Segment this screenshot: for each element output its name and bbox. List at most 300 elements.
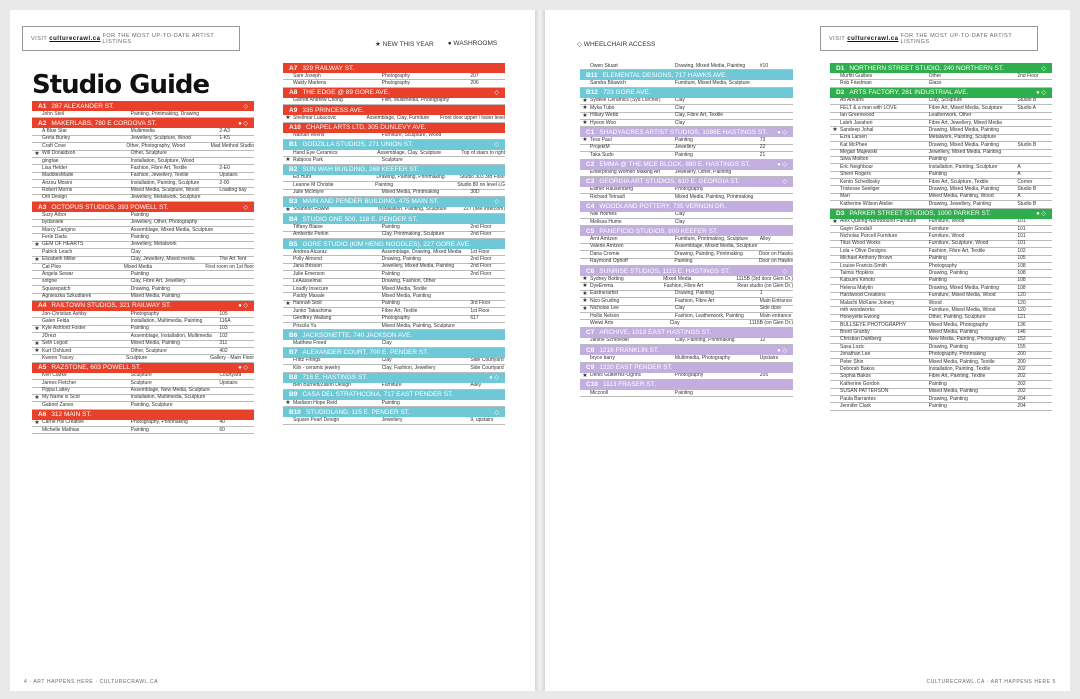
artist-medium: Jewellery, Metalwork [130, 241, 177, 248]
artist-name: Rob Friedman [840, 79, 872, 86]
artist-medium: Photography [381, 315, 411, 322]
artist-location: Studio B [1017, 200, 1037, 207]
studio-code: A5 [38, 364, 47, 372]
left-page [10, 10, 535, 691]
artist-name: Kyle Ashford Foster [42, 325, 86, 332]
new-marker: ★ [34, 325, 40, 332]
artist-location: Alley [470, 382, 482, 389]
new-marker: ★ [582, 137, 588, 144]
studio-address: EMMA @ THE MCE BLOCK, 880 E. HASTINGS ST. [599, 161, 751, 169]
artist-location: Courtyard [219, 372, 242, 379]
studio-code: C9 [586, 364, 595, 372]
artist-location: A [1017, 193, 1021, 200]
artist-medium: Installation, Multimedia, Sculpture [130, 394, 206, 401]
artist-row [283, 190, 505, 197]
artist-location: Side door [759, 305, 782, 312]
legend-washrooms: ● WASHROOMS [447, 40, 498, 47]
artist-medium: Fashion, Fibre Art, Textile [130, 164, 187, 171]
artist-location: Studio 80 on level LG [457, 181, 505, 188]
artist-medium: Painting [674, 258, 693, 265]
artist-name: Megan Majewski [840, 149, 878, 156]
studio-address: MAIN AND PENDER BUILDING, 475 MAIN ST. [302, 198, 439, 206]
artist-medium: Sculpture [381, 156, 403, 163]
artist-medium: Wood [928, 299, 942, 306]
artist-name: Orit Design [42, 194, 68, 201]
artist-medium: Installation, Multimedia, Painting [130, 317, 203, 324]
artist-name: Ed Hunt [293, 174, 312, 181]
artist-medium: Assemblage, New Media, Sculpture [130, 387, 210, 394]
artist-name: Dana Cromie [590, 250, 620, 257]
new-marker: ★ [285, 399, 291, 406]
artist-medium: Assemblage, Drawing, Mixed Media [381, 248, 462, 255]
artist-name: Christian Dahlberg [840, 336, 882, 343]
artist-row [580, 306, 793, 313]
artist-medium: Clay [674, 104, 685, 111]
column-3 [580, 63, 793, 397]
artist-location: Side Courtyard [470, 364, 504, 371]
artist-name: Craft Cove [42, 142, 66, 149]
studio-section [283, 123, 505, 140]
artist-medium: Clay, Fibre Art, Textile [674, 112, 724, 119]
artist-medium: Mixed Media, Painting [381, 292, 431, 299]
artist-location: 21 [759, 151, 766, 158]
artist-location: 2nd Floor [470, 270, 492, 277]
artist-medium: Furniture, Mixed Media, Wood [928, 306, 996, 313]
studio-header [283, 63, 505, 73]
artist-name: Owen Stuart [590, 62, 618, 69]
new-marker: ★ [285, 300, 291, 307]
studio-address: PARKER STREET STUDIOS, 1000 PARKER ST. [849, 210, 991, 218]
artist-name: Tristesse Seeliger [840, 186, 880, 193]
studio-section [580, 328, 793, 345]
artist-location: 116A [219, 317, 231, 324]
artist-location: 1115B (3rd door Glen Dr.) [736, 275, 794, 282]
artist-location: Studio B [1017, 186, 1037, 193]
artist-medium: Clay, Fashion, Jewellery [381, 364, 436, 371]
artist-medium: Painting [928, 255, 947, 262]
studio-code: B10 [289, 408, 301, 416]
artist-row [580, 113, 793, 120]
studio-section [580, 202, 793, 227]
artist-name: Richard Tetrault [590, 193, 625, 200]
artist-medium: Painting [130, 426, 149, 433]
artist-row [580, 170, 793, 177]
artist-location: Upstairs [219, 379, 238, 386]
artist-name: bydaniele [42, 219, 64, 226]
page-title: Studio Guide [32, 70, 210, 100]
artist-name: Melissa Hume [590, 218, 622, 225]
artist-name: Titus Wood Works [840, 240, 881, 247]
studio-code: B2 [289, 166, 298, 174]
studio-address: STUDIOLAND, 115 E. PENDER ST. [305, 408, 410, 416]
artist-location: 120 [1017, 299, 1026, 306]
new-marker: ★ [34, 256, 40, 263]
artist-row [32, 294, 254, 301]
visit-site-link[interactable]: culturecrawl.ca [49, 35, 101, 42]
artist-medium: Drawing, Jewellery, Painting [928, 200, 992, 207]
artist-row [32, 195, 254, 202]
artist-name: Miccooll [590, 389, 609, 396]
studio-section [283, 214, 505, 239]
artist-name: mth woodworks [840, 306, 875, 313]
studio-section [283, 407, 505, 424]
artist-name: Anzou Mosini [42, 179, 73, 186]
studio-section [32, 301, 254, 363]
artist-location: 60 [219, 426, 225, 433]
artist-name: Sydney Botting [590, 275, 624, 282]
column-2 [283, 63, 505, 425]
studio-code: B6 [289, 331, 298, 339]
artist-name: Denis Gutierrez-Ogrinc [590, 372, 642, 379]
artist-row [283, 207, 505, 214]
artist-medium: Furniture, Printmaking, Sculpture [674, 236, 748, 243]
visit-prefix: VISIT [829, 35, 846, 42]
artist-location: Studio B [1017, 97, 1037, 104]
artist-medium: Drawing, Mixed Media, Painting [928, 186, 999, 193]
studio-header [580, 363, 793, 373]
artist-name: Shannon Rowlw [293, 206, 330, 213]
artist-name: Ferle Dada [42, 234, 67, 241]
artist-location: 136 [1017, 321, 1026, 328]
artist-name: Agnieszka Szkudlarek [42, 293, 92, 300]
artist-name: Patrick Leach [42, 248, 73, 255]
artist-name: Frittz Firings [293, 357, 321, 364]
studio-code: A3 [38, 203, 47, 211]
studio-address: MAKERLABS, 780 E CORDOVA ST. [51, 119, 157, 127]
artist-name: Square Pearl Design [293, 416, 340, 423]
artist-location: 202 [1017, 373, 1026, 380]
artist-location: 30D [470, 189, 480, 196]
new-marker: ★ [832, 127, 838, 134]
amenity-icons: ◇ [494, 199, 499, 206]
studio-code: B8 [289, 374, 298, 382]
artist-name: sotgne [42, 278, 58, 285]
artist-row [283, 383, 505, 390]
artist-medium: Drawing, Painting [381, 256, 421, 263]
artist-name: Paula Barrantes [840, 395, 876, 402]
artist-medium: Other, Painting, Sculpture [928, 314, 986, 321]
artist-name: Madison Hope Reid [293, 399, 337, 406]
studio-header [580, 266, 793, 276]
artist-row [580, 355, 793, 362]
artist-name: Murfitt Guilbes [840, 72, 873, 79]
studio-header [283, 197, 505, 207]
new-marker: ★ [34, 340, 40, 347]
studio-address: 716 E. HASTINGS ST. [302, 374, 368, 382]
new-marker: ★ [34, 419, 40, 426]
artist-name: Marcy Carigino [42, 226, 76, 233]
artist-medium: Other [928, 72, 942, 79]
amenity-icons: ◇ [1041, 65, 1046, 72]
artist-location: 1st Floor [470, 248, 490, 255]
artist-medium: Clay [130, 248, 141, 255]
artist-location: 2nd Floor [470, 263, 492, 270]
artist-name: JDrezi [42, 332, 57, 339]
studio-header [580, 345, 793, 355]
new-marker: ★ [582, 97, 588, 104]
artist-location: 3rd Floor [470, 300, 491, 307]
artist-location: 108 [1017, 277, 1026, 284]
artist-medium: Assemblage, Mixed Media, Sculpture [130, 226, 214, 233]
new-marker: ★ [582, 305, 588, 312]
studio-section [580, 177, 793, 202]
studio-code: B7 [289, 349, 298, 357]
artist-medium: Jewellery [381, 416, 403, 423]
artist-location: 207 [470, 72, 479, 79]
artist-medium: Mixed Media, Painting, Wood [928, 193, 994, 200]
artist-medium: Mixed Media [123, 263, 153, 270]
artist-name: Niki Holmes [590, 211, 617, 218]
studio-section [32, 363, 254, 410]
studio-code: A1 [38, 102, 47, 110]
artist-row [283, 400, 505, 407]
artist-name: Laleh Javaheri [840, 119, 873, 126]
visit-site-link[interactable]: culturecrawl.ca [847, 35, 899, 42]
studio-address: GEORGIA ART STUDIOS, 610 E. GEORGIA ST. [599, 178, 740, 186]
new-marker: ★ [34, 241, 40, 248]
studio-code: C3 [586, 178, 595, 186]
artist-medium: Clay [674, 218, 685, 225]
studio-section [283, 140, 505, 165]
artist-name: BULLSEYE PHOTOGRAPHY [840, 321, 907, 328]
artist-name: Kat McPhee [840, 141, 868, 148]
artist-name: Carrie Hill Creative [42, 419, 84, 426]
artist-medium: Photography [381, 72, 411, 79]
artist-row [283, 80, 505, 87]
artist-medium: Mixed Media, Printmaking [381, 189, 440, 196]
legend-left [375, 40, 497, 48]
artist-name: Ati Ahkami [840, 97, 864, 104]
artist-row [283, 323, 505, 330]
artist-medium: Fibre Art, Painting, Textile [928, 373, 986, 380]
artist-medium: Installation, Sculpture, Wood [130, 157, 195, 164]
artist-location: The Art Tent [219, 256, 247, 263]
artist-name: LeAasselmal [293, 278, 322, 285]
artist-row [580, 63, 793, 70]
artist-medium: Drawing, Mixed Media, Painting [928, 126, 999, 133]
artist-name: SUSAN PATTERSON [840, 388, 889, 395]
artist-medium: Drawing, Painting [928, 269, 968, 276]
artist-row [283, 157, 505, 164]
artist-name: Ken Clarke [42, 372, 67, 379]
artist-medium: Jewellery, Metalwork, Sculpture [130, 194, 201, 201]
amenity-icons: ● ◇ [777, 129, 787, 136]
artist-location: Studio 303 3rd Floor [459, 174, 505, 181]
artist-row [830, 172, 1052, 179]
artist-name: Tess Paul [590, 136, 612, 143]
artist-location: 1115B (on Glen Dr.) [749, 319, 794, 326]
artist-location: 227 (see intercom) [463, 206, 505, 213]
artist-row [283, 279, 505, 286]
artist-medium: Jewellery, Sculpture, Wood [130, 135, 191, 142]
studio-address: ELEMENTAL DESIGNS, 717 HAWKS AVE. [602, 71, 728, 79]
artist-medium: Mixed Media, Painting, Printmaking [674, 193, 754, 200]
artist-location: 105 [219, 310, 228, 317]
new-marker: ★ [582, 105, 588, 112]
studio-section [580, 127, 793, 159]
artist-medium: Drawing, Painting, Printmaking [674, 250, 743, 257]
artist-medium: Installation, Painting, Textile [928, 366, 991, 373]
artist-name: Hardwood Creations [840, 292, 886, 299]
artist-name: Hannah Stoll [293, 300, 322, 307]
studio-code: B3 [289, 198, 298, 206]
artist-name: Polly Almond [293, 256, 322, 263]
artist-location: 101 [1017, 225, 1026, 232]
artist-medium: Fibre Art, Sculpture, Textile [928, 178, 989, 185]
artist-name: John Steil [42, 110, 64, 117]
studio-address: 335 PRINCESS AVE. [302, 106, 364, 114]
studio-address: CHAPEL ARTS LTD, 305 DUNLEVY AVE. [305, 124, 427, 132]
artist-medium: Multimedia [130, 127, 155, 134]
studio-code: D1 [836, 64, 845, 72]
artist-location: Upstairs [759, 354, 779, 361]
artist-location: Loading bay [219, 187, 247, 194]
artist-name: Angela Sewar [42, 270, 74, 277]
artist-name: Ian Greenwood [840, 112, 875, 119]
studio-header [283, 407, 505, 417]
artist-name: Nicholas Purcell Furniture [840, 232, 898, 239]
artist-row [580, 80, 793, 87]
artist-medium: Clay, Fibre Art, Jewellery [130, 278, 186, 285]
amenity-icons: ● ◇ [489, 375, 499, 382]
studio-address: SHADYACRES ARTIST STUDIOS, 1086E HASTINGS ST. [599, 128, 768, 136]
artist-name: Seth Legod [42, 340, 68, 347]
artist-medium: Mixed Media, Painting, Textile [928, 358, 995, 365]
studio-section [830, 88, 1052, 209]
artist-name: James Fletcher [42, 379, 77, 386]
new-marker: ★ [832, 218, 838, 225]
studio-code: C8 [586, 346, 595, 354]
artist-name: Myka Tubo [590, 104, 615, 111]
artist-medium: Other, Photography, Wood [126, 142, 186, 149]
new-marker: ★ [582, 290, 588, 297]
new-marker: ★ [582, 283, 588, 290]
artist-name: Esther Rausenberg [590, 186, 634, 193]
artist-row [580, 373, 793, 380]
artist-row [830, 256, 1052, 263]
studio-section [580, 63, 793, 70]
artist-medium: Painting [928, 402, 947, 409]
artist-name: Enterprising Women Making Art [590, 169, 661, 176]
studio-section [32, 118, 254, 202]
artist-name: Leanne M Christie [293, 181, 334, 188]
artist-medium: Drawing, Mixed Media, Painting [674, 62, 746, 69]
new-marker: ★ [34, 150, 40, 157]
legend-wheelchair: ◇ WHEELCHAIR ACCESS [577, 41, 656, 48]
artist-name: Sherri Rogers [840, 171, 871, 178]
studio-address: 329 RAILWAY ST. [302, 64, 355, 72]
artist-name: gingtae [42, 157, 59, 164]
new-marker: ★ [34, 347, 40, 354]
studio-code: A10 [289, 124, 301, 132]
artist-name: Squarepatch [42, 285, 71, 292]
artist-location: 1-K5 [219, 135, 230, 142]
studio-header [580, 202, 793, 212]
artist-row [32, 373, 254, 380]
artist-row [580, 390, 793, 397]
artist-row [32, 427, 254, 434]
artist-location: 2-00 [219, 179, 230, 186]
amenity-icons: ● ◇ [1036, 211, 1046, 218]
artist-medium: Mixed Media, Painting [928, 388, 978, 395]
amenity-icons: ◇ [494, 142, 499, 149]
studio-address: GORE STUDIO (KIM HENG NOODLES), 227 GORE AVE. [302, 240, 471, 248]
artist-name: A Blue Star [42, 127, 68, 134]
artist-location: 152 [1017, 336, 1026, 343]
studio-section [283, 105, 505, 122]
studio-address: RAILTOWN STUDIOS, 321 RAILWAY ST. [51, 302, 172, 310]
artist-medium: Photography, Printmaking [130, 419, 188, 426]
new-marker: ★ [285, 157, 291, 164]
artist-medium: Painting [375, 181, 394, 188]
studio-address: 312 MAIN ST. [51, 411, 92, 419]
column-1 [32, 101, 254, 434]
studio-header [283, 330, 505, 340]
artist-medium: Drawing, Painting [928, 343, 968, 350]
artist-name: Jon-Christian Ashby [42, 310, 87, 317]
artist-name: Will Donaldson [42, 150, 76, 157]
artist-medium: Fibre Art, Mixed Media, Sculpture [928, 104, 1003, 111]
artist-medium: Clay [381, 339, 392, 346]
artist-location: 1 [759, 290, 763, 297]
artist-name: Julie McIntyre [293, 189, 324, 196]
artist-medium: Installation, Painting, Sculpture [378, 206, 447, 213]
artist-medium: Photography [674, 186, 704, 193]
studio-section [283, 63, 505, 88]
artist-name: Shellmar Lukacovic [293, 114, 337, 121]
studio-address: PANEFICIO STUDIOS, 800 KEEFER ST. [599, 227, 719, 235]
artist-medium: Installation, Painting, Sculpture [928, 163, 998, 170]
artist-name: Ambertie Perkin [293, 231, 329, 238]
amenity-icons: ◇ [243, 103, 248, 110]
studio-code: C5 [586, 227, 595, 235]
artist-medium: Clay [669, 319, 680, 326]
artist-medium: Mixed Media, Textile [381, 285, 427, 292]
artist-medium: Clay, Jewellery, Mixed media [130, 256, 195, 263]
artist-medium: Furniture [381, 382, 402, 389]
artist-location: 204 [1017, 402, 1026, 409]
artist-location: Upstairs [219, 172, 238, 179]
studio-header [580, 328, 793, 338]
artist-medium: Painting [381, 270, 400, 277]
studio-address: 287 ALEXANDER ST. [51, 102, 115, 110]
artist-location: 202 [1017, 388, 1026, 395]
artist-location: 40 [219, 419, 225, 426]
artist-location: 146 [1017, 329, 1026, 336]
artist-name: Tiffany Blaise [293, 223, 323, 230]
artist-name: FELT & a man with LOVE [840, 104, 897, 111]
studio-section [32, 101, 254, 118]
studio-header [580, 160, 793, 170]
visit-suffix: FOR THE MOST UP-TO-DATE ARTIST LISTINGS [900, 32, 1013, 45]
artist-medium: Painting [130, 325, 149, 332]
studio-code: C6 [586, 267, 595, 275]
artist-medium: Assemblage, Mixed Media, Sculpture [674, 243, 758, 250]
new-marker: ★ [582, 276, 588, 283]
artist-location: Side Courtyard [470, 357, 504, 364]
studio-section [283, 348, 505, 373]
studio-header [283, 390, 505, 400]
artist-name: bryce barry [590, 354, 616, 361]
studio-section [580, 345, 793, 362]
new-marker: ★ [582, 120, 588, 126]
artist-location: 617 [470, 315, 479, 322]
artist-row [283, 98, 505, 105]
artist-location: 73 [759, 136, 766, 143]
visit-banner-left [22, 26, 240, 51]
artist-location: 102 [1017, 247, 1026, 254]
artist-medium: Assemblage, Clay, Furniture [366, 114, 430, 121]
